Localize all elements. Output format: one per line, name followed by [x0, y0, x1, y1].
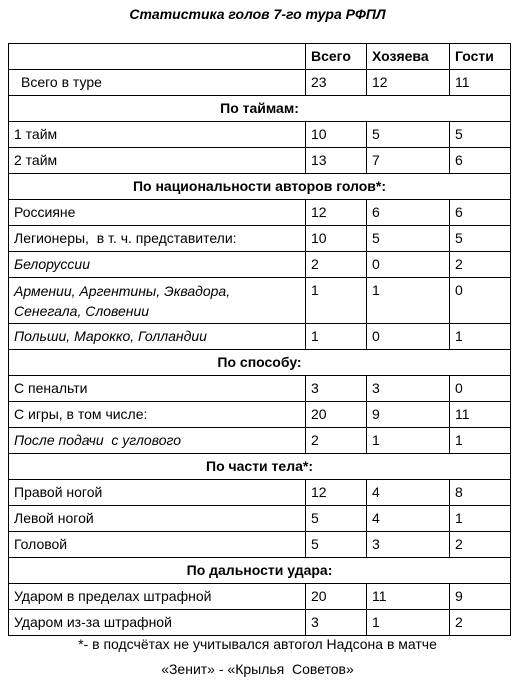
cell-away: 8	[450, 480, 511, 506]
table-row	[9, 506, 511, 532]
section-row-nationality	[9, 174, 511, 200]
cell-away: 2	[450, 532, 511, 558]
cell-home: 6	[367, 200, 450, 226]
cell-away: 1	[450, 324, 511, 350]
table-row	[9, 226, 511, 252]
section-header: По национальности авторов голов*:	[9, 174, 511, 200]
cell-total: 2	[306, 428, 367, 454]
column-header-home: Хозяева	[367, 44, 450, 70]
table-row	[9, 200, 511, 226]
cell-home: 4	[367, 480, 450, 506]
table-row	[9, 252, 511, 278]
cell-home: 5	[367, 226, 450, 252]
goal-stats-table	[8, 43, 511, 636]
cell-total: 1	[306, 278, 367, 324]
cell-total: 1	[306, 324, 367, 350]
cell-away: 5	[450, 226, 511, 252]
row-label: Правой ногой	[9, 480, 306, 506]
table-row	[9, 532, 511, 558]
footnote-line: *- в подсчётах не учитывался автогол Надсона в матче	[78, 636, 437, 652]
cell-home: 3	[367, 532, 450, 558]
row-label: После подачи с углового	[9, 428, 306, 454]
table-row	[9, 148, 511, 174]
cell-home: 7	[367, 148, 450, 174]
cell-away: 9	[450, 584, 511, 610]
cell-away: 0	[450, 278, 511, 324]
footnote-line: «Зенит» - «Крылья Советов»	[161, 661, 354, 677]
cell-away: 2	[450, 252, 511, 278]
cell-total: 10	[306, 226, 367, 252]
cell-home: 11	[367, 584, 450, 610]
cell-home: 9	[367, 402, 450, 428]
cell-home: 0	[367, 324, 450, 350]
page-title: Статистика голов 7-го тура РФПЛ	[129, 6, 386, 22]
cell-total: 2	[306, 252, 367, 278]
cell-away: 5	[450, 122, 511, 148]
cell-total: 20	[306, 402, 367, 428]
row-label: С пенальти	[9, 376, 306, 402]
cell-home: 12	[367, 70, 450, 96]
row-label: Белоруссии	[9, 252, 306, 278]
cell-home: 1	[367, 610, 450, 636]
cell-home: 0	[367, 252, 450, 278]
cell-away: 2	[450, 610, 511, 636]
cell-home: 5	[367, 122, 450, 148]
table-row	[9, 428, 511, 454]
table-row-total	[9, 70, 511, 96]
table-row	[9, 584, 511, 610]
cell-away: 6	[450, 200, 511, 226]
cell-total: 13	[306, 148, 367, 174]
cell-total: 5	[306, 532, 367, 558]
row-label: Армении, Аргентины, Эквадора, Сенегала, Словении	[9, 278, 306, 324]
table-row	[9, 122, 511, 148]
section-header: По таймам:	[9, 96, 511, 122]
row-label: Всего в туре	[9, 70, 306, 96]
cell-away: 0	[450, 376, 511, 402]
cell-away: 1	[450, 506, 511, 532]
row-label: 2 тайм	[9, 148, 306, 174]
cell-home: 1	[367, 278, 450, 324]
cell-away: 6	[450, 148, 511, 174]
cell-total: 10	[306, 122, 367, 148]
cell-away: 11	[450, 402, 511, 428]
cell-total: 3	[306, 376, 367, 402]
row-label: Легионеры, в т. ч. представители:	[9, 226, 306, 252]
table-row	[9, 402, 511, 428]
cell-total: 23	[306, 70, 367, 96]
section-row-method	[9, 350, 511, 376]
section-header: По дальности удара:	[9, 558, 511, 584]
section-row-distance	[9, 558, 511, 584]
section-header: По части тела*:	[9, 454, 511, 480]
cell-total: 20	[306, 584, 367, 610]
table-row	[9, 278, 511, 324]
row-label: Левой ногой	[9, 506, 306, 532]
row-label: Ударом из-за штрафной	[9, 610, 306, 636]
cell-total: 3	[306, 610, 367, 636]
cell-home: 1	[367, 428, 450, 454]
cell-home: 4	[367, 506, 450, 532]
section-row-halves	[9, 96, 511, 122]
section-row-body-part	[9, 454, 511, 480]
header-empty-cell	[9, 44, 306, 70]
cell-away: 1	[450, 428, 511, 454]
footnote	[0, 632, 515, 682]
row-label: Россияне	[9, 200, 306, 226]
cell-total: 5	[306, 506, 367, 532]
table-header-row	[9, 44, 511, 70]
cell-total: 12	[306, 480, 367, 506]
column-header-away: Гости	[450, 44, 511, 70]
row-label: С игры, в том числе:	[9, 402, 306, 428]
row-label: Ударом в пределах штрафной	[9, 584, 306, 610]
table-row	[9, 480, 511, 506]
section-header: По способу:	[9, 350, 511, 376]
cell-total: 12	[306, 200, 367, 226]
row-label: Головой	[9, 532, 306, 558]
table-row	[9, 376, 511, 402]
row-label: Польши, Марокко, Голландии	[9, 324, 306, 350]
cell-home: 3	[367, 376, 450, 402]
row-label: 1 тайм	[9, 122, 306, 148]
table-row	[9, 324, 511, 350]
cell-away: 11	[450, 70, 511, 96]
column-header-total: Всего	[306, 44, 367, 70]
